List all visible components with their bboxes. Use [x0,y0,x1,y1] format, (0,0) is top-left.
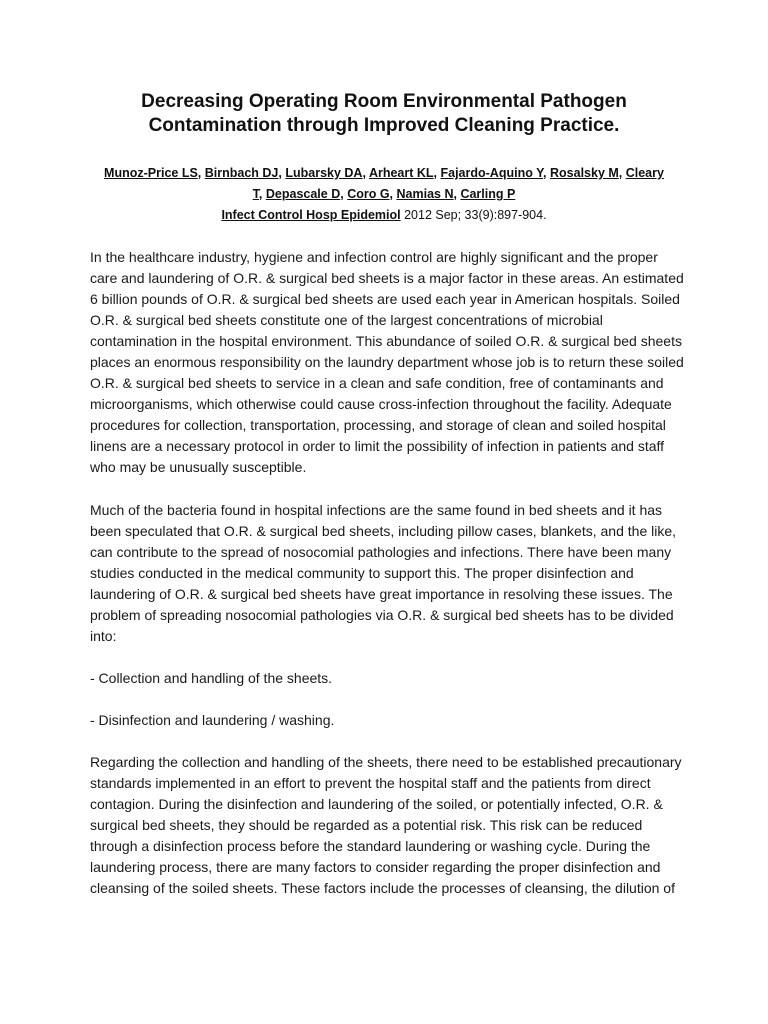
author-link[interactable]: Fajardo-Aquino Y [440,166,544,180]
paragraph-1 [90,247,690,478]
text-line: laundering of O.R. & surgical bed sheets have great importance in resolving these issues. The [90,586,673,602]
text-line: microorganisms, which otherwise could cause cross-infection throughout the facility. Adequate [90,396,672,412]
text-line: 6 billion pounds of O.R. & surgical bed sheets are used each year in American hospitals. Soiled [90,291,680,307]
text-line: procedures for collection, transportation, processing, and storage of clean and soiled hospital [90,417,666,433]
author-link[interactable]: Lubarsky DA [285,166,363,180]
author-link[interactable]: Depascale D [265,187,341,201]
article-title [90,90,678,138]
text-line: places an enormous responsibility on the laundry department whose job is to return these soiled [90,354,684,370]
author-link[interactable]: Namias N [396,187,454,201]
author-list [95,163,673,226]
text-line: been speculated that O.R. & surgical bed sheets, including pillow cases, blankets, and the like, [90,523,677,539]
text-line: care and laundering of O.R. & surgical bed sheets is a major factor in these areas. An estimated [90,270,684,286]
text-line: cleansing of the soiled sheets. These factors include the processes of cleansing, the dilution of [90,880,675,896]
author-link[interactable]: T [252,187,259,201]
text-line: into: [90,628,117,644]
paragraph-3 [90,752,690,899]
text-line: laundering process, there are many factors to consider regarding the proper disinfection and [90,859,661,875]
journal-link[interactable]: Infect Control Hosp Epidemiol [221,208,401,222]
text-line: - Disinfection and laundering / washing. [90,712,335,728]
text-line: problem of spreading nosocomial pathologies via O.R. & surgical bed sheets has to be divided [90,607,674,623]
text-line: contagion. During the disinfection and laundering of the soiled, or potentially infected, O.R. & [90,796,663,812]
text-line: can contribute to the spread of nosocomial pathologies and infections. There have been many [90,544,672,560]
bullet-collection [90,668,690,689]
author-link[interactable]: Arheart KL [368,166,434,180]
bullet-disinfection [90,710,690,731]
text-line: standards implemented in an effort to prevent the hospital staff and the patients from direct [90,775,651,791]
text-line: surgical bed sheets, they should be regarded as a potential risk. This risk can be reduced [90,817,643,833]
text-line: studies conducted in the medical community to support this. The proper disinfection and [90,565,634,581]
author-link[interactable]: Rosalsky M [550,166,619,180]
author-link[interactable]: Carling P [460,187,516,201]
paragraph-2 [90,500,690,647]
text-line: - Collection and handling of the sheets. [90,670,333,686]
author-line-1: Munoz-Price LS, Birnbach DJ, Lubarsky DA, Arheart KL, Fajardo-Aquino Y, Rosalsky M, Cleary [104,166,664,180]
title-line-2: Contamination through Improved Cleaning Practice. [148,115,620,136]
text-line: In the healthcare industry, hygiene and infection control are highly significant and the proper [90,249,658,265]
author-link[interactable]: Munoz-Price LS [104,166,198,180]
text-line: linens are a necessary protocol in order to limit the possibility of infection in patients and staff [90,438,665,454]
text-line: who may be unusually susceptible. [90,459,307,475]
text-line: through a disinfection process before the standard laundering or washing cycle. During the [90,838,651,854]
citation [95,205,673,226]
text-line: O.R. & surgical bed sheets to service in a clean and safe condition, free of contaminants and [90,375,664,391]
title-line-1: Decreasing Operating Room Environmental Pathogen [141,91,627,112]
citation-details: 2012 Sep; 33(9):897-904. [400,208,547,222]
author-link[interactable]: Birnbach DJ [204,166,279,180]
author-link[interactable]: Coro G [347,187,390,201]
text-line: O.R. & surgical bed sheets constitute one of the largest concentrations of microbial [90,312,603,328]
author-link[interactable]: Cleary [625,166,664,180]
author-line-2: T, Depascale D, Coro G, Namias N, Carling P [252,187,516,201]
text-line: Much of the bacteria found in hospital infections are the same found in bed sheets and it has [90,502,663,518]
text-line: Regarding the collection and handling of the sheets, there need to be established precautionary [90,754,682,770]
text-line: contamination in the hospital environment. This abundance of soiled O.R. & surgical bed sheets [90,333,682,349]
